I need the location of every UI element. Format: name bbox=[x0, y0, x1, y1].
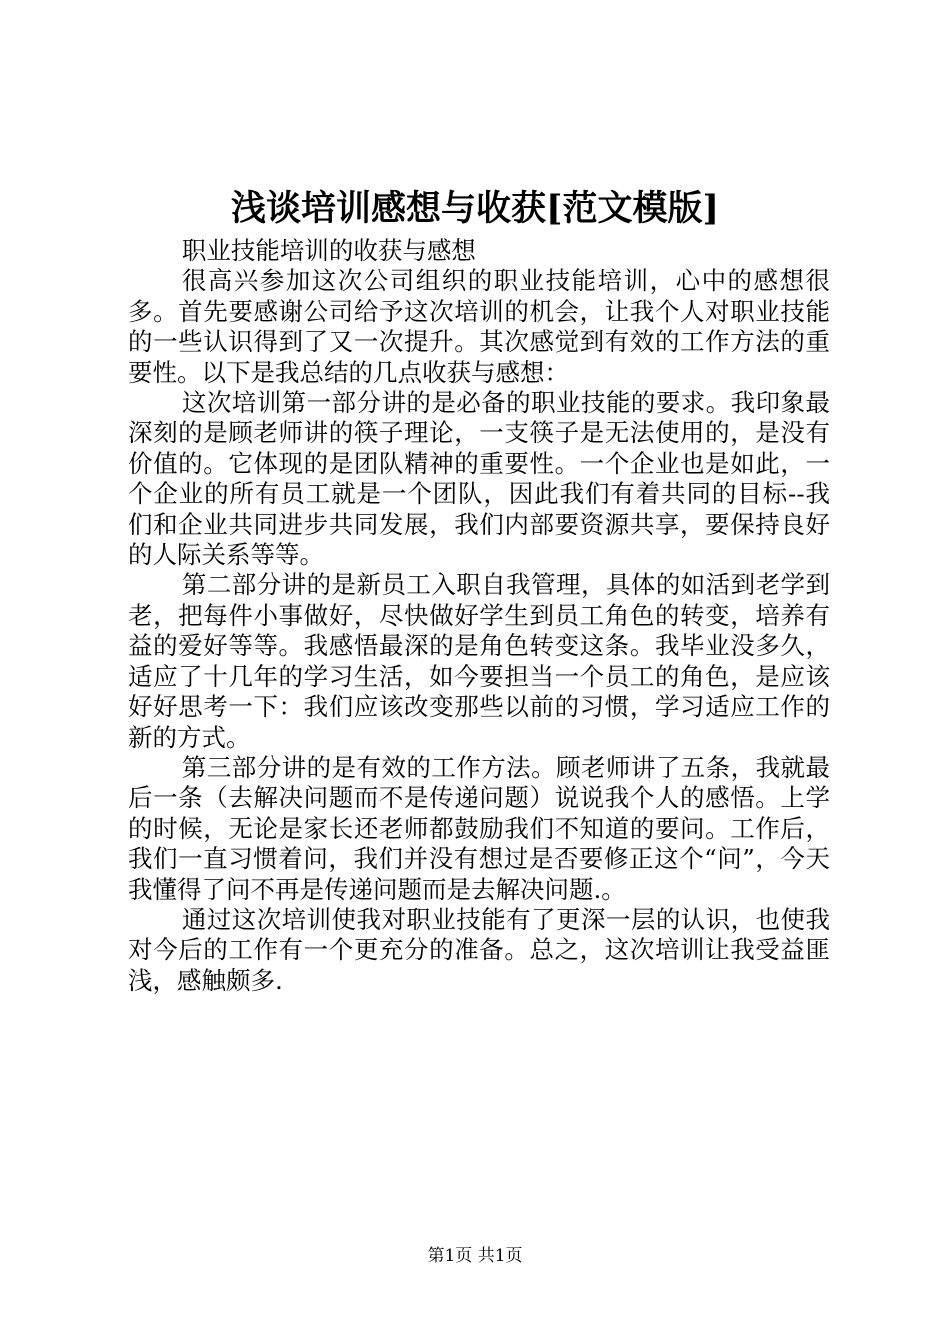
paragraph-intro: 很高兴参加这次公司组织的职业技能培训，心中的感想很多。首先要感谢公司给予这次培训的机会，让我个人对职业技能的一些认识得到了又一次提升。其次感觉到有效的工作方法的重要性。以下是我总结的几点收获与感想： bbox=[128, 266, 830, 387]
paragraph-conclusion: 通过这次培训使我对职业技能有了更深一层的认识，也使我对今后的工作有一个更充分的准备。总之，这次培训让我受益匪浅，感触颇多. bbox=[128, 904, 830, 995]
paragraph-subtitle: 职业技能培训的收获与感想 bbox=[181, 236, 476, 265]
page-number-footer: 第1页 共1页 bbox=[427, 1246, 523, 1266]
paragraph-part-three: 第三部分讲的是有效的工作方法。顾老师讲了五条，我就最后一条（去解决问题而不是传递问题）说说我个人的感悟。上学的时候，无论是家长还老师都鼓励我们不知道的要问。工作后，我们一直习惯着问，我们并没有想过是否要修正这个“问”，今天我懂得了问不再是传递问题而是去解决问题.。 bbox=[128, 752, 830, 904]
document-body bbox=[128, 236, 830, 996]
paragraph-part-two: 第二部分讲的是新员工入职自我管理，具体的如活到老学到老，把每件小事做好，尽快做好学生到员工角色的转变，培养有益的爱好等等。我感悟最深的是角色转变这条。我毕业没多久，适应了十几年的学习生活，如今要担当一个员工的角色，是应该好好思考一下：我们应该改变那些以前的习惯，学习适应工作的新的方式。 bbox=[128, 570, 830, 752]
document-title: 浅谈培训感想与收获[范文模版] bbox=[230, 188, 720, 229]
paragraph-part-one: 这次培训第一部分讲的是必备的职业技能的要求。我印象最深刻的是顾老师讲的筷子理论，一支筷子是无法使用的，是没有价值的。它体现的是团队精神的重要性。一个企业也是如此，一个企业的所有员工就是一个团队，因此我们有着共同的目标--我们和企业共同进步共同发展，我们内部要资源共享，要保持良好的人际关系等等。 bbox=[128, 388, 830, 570]
